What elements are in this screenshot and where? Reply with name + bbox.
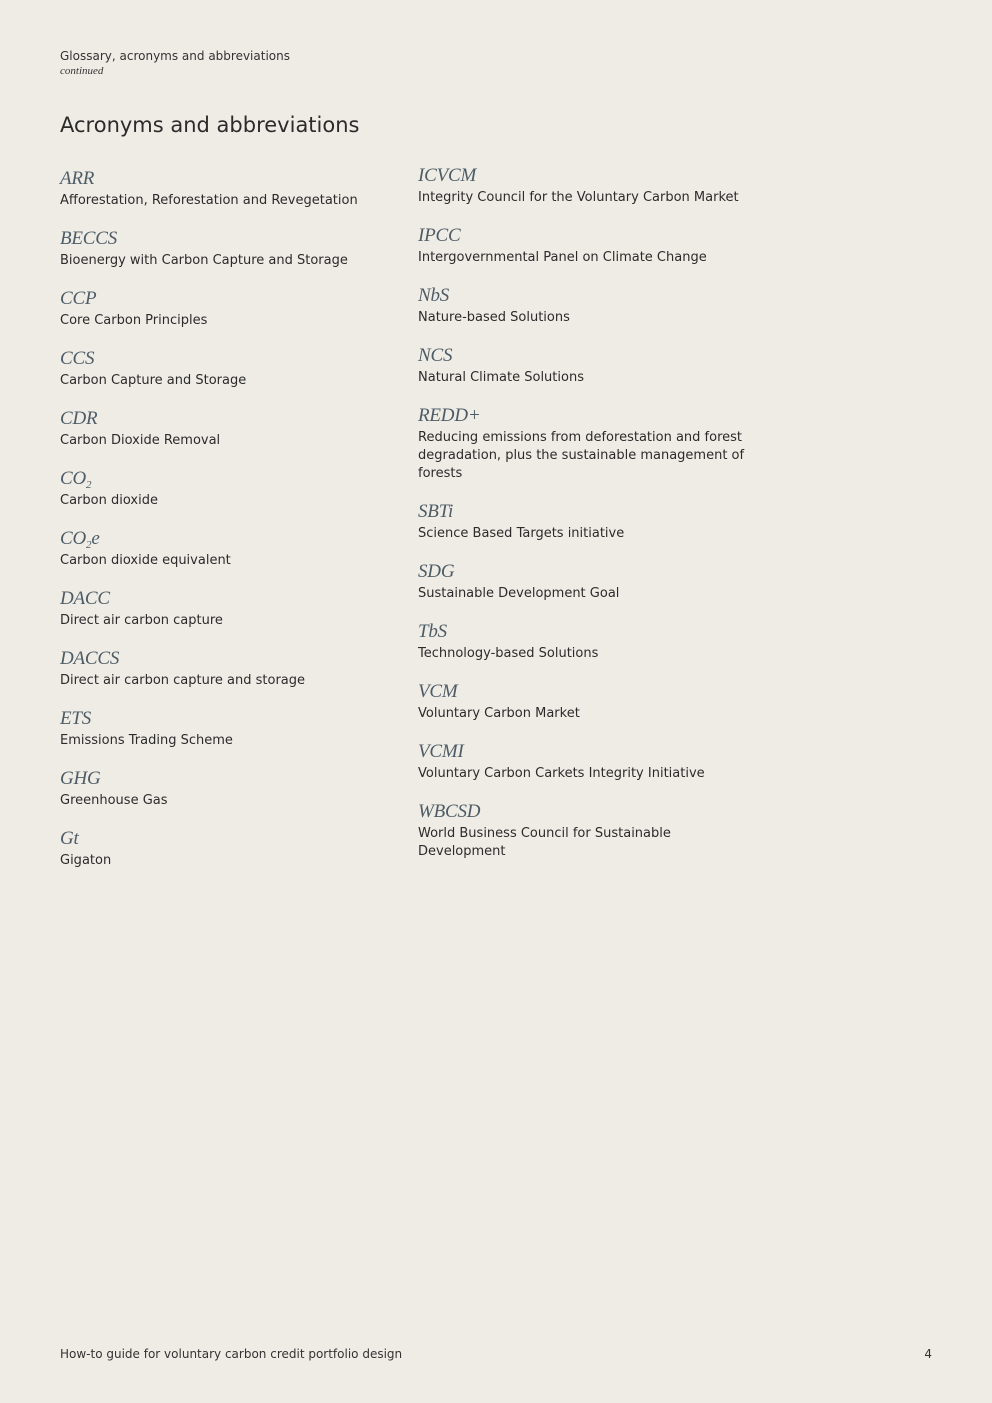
glossary-entry [418, 499, 758, 543]
glossary-entry [60, 166, 400, 210]
glossary-entry [60, 766, 400, 810]
section-title: Acronyms and abbreviations [60, 113, 360, 137]
glossary-entry [418, 739, 758, 783]
acronym-term-base: CO [60, 528, 86, 549]
glossary-left-column [60, 166, 400, 870]
acronym-definition: Voluntary Carbon Market [418, 706, 580, 721]
acronym-term: WBCSD [418, 801, 481, 822]
footer-document-title: How-to guide for voluntary carbon credit portfolio design [60, 1347, 403, 1361]
acronym-definition: Science Based Targets initiative [418, 526, 625, 541]
acronym-term: ICVCM [418, 165, 477, 186]
glossary-entry [418, 283, 758, 327]
acronym-term-base: CO [60, 468, 86, 489]
acronym-definition: Carbon Capture and Storage [60, 373, 247, 388]
acronym-term-subscript: 2 [86, 539, 92, 551]
glossary-entry [418, 559, 758, 603]
glossary-entry [418, 223, 758, 267]
acronym-term [60, 526, 400, 552]
glossary-entry [418, 343, 758, 387]
acronym-definition: Reducing emissions from deforestation and forest degradation, plus the sustainable management of forests [418, 430, 745, 481]
acronym-term: NCS [418, 345, 453, 366]
acronym-term: DACC [60, 588, 110, 609]
running-header-subtitle: continued [60, 65, 104, 77]
glossary-entry [60, 646, 400, 690]
glossary-entry [60, 826, 400, 870]
acronym-term: ARR [60, 168, 95, 189]
acronym-definition: Voluntary Carbon Carkets Integrity Initiative [418, 766, 705, 781]
glossary-right-column [418, 163, 758, 861]
acronym-term: REDD+ [418, 405, 481, 426]
acronym-definition: Integrity Council for the Voluntary Carbon Market [418, 190, 739, 205]
acronym-definition: Direct air carbon capture [60, 613, 223, 628]
glossary-entry [418, 163, 758, 207]
acronym-term: SDG [418, 561, 455, 582]
acronym-definition: Bioenergy with Carbon Capture and Storage [60, 253, 348, 268]
glossary-entry [60, 406, 400, 450]
acronym-term-suffix: e [91, 528, 100, 549]
acronym-term: BECCS [60, 228, 118, 249]
acronym-term: VCM [418, 681, 458, 702]
acronym-term: TbS [418, 621, 447, 642]
acronym-term [60, 466, 400, 492]
acronym-term: GHG [60, 768, 101, 789]
acronym-definition: Gigaton [60, 853, 112, 868]
acronym-definition: Sustainable Development Goal [418, 586, 620, 601]
glossary-entry [60, 466, 400, 510]
glossary-entry [60, 226, 400, 270]
acronym-definition: Natural Climate Solutions [418, 370, 584, 385]
acronym-definition: Core Carbon Principles [60, 313, 208, 328]
acronym-term: NbS [418, 285, 450, 306]
acronym-definition: Carbon dioxide [60, 493, 158, 508]
glossary-entry [418, 619, 758, 663]
glossary-entry [418, 679, 758, 723]
acronym-term: DACCS [60, 648, 120, 669]
glossary-entry [60, 586, 400, 630]
acronym-term: CCP [60, 288, 97, 309]
running-header [60, 48, 290, 78]
acronym-definition: Carbon dioxide equivalent [60, 553, 231, 568]
acronym-definition: World Business Council for Sustainable Development [418, 826, 671, 859]
acronym-term: CCS [60, 348, 95, 369]
acronym-definition: Intergovernmental Panel on Climate Change [418, 250, 707, 265]
acronym-definition: Nature-based Solutions [418, 310, 570, 325]
acronym-term: IPCC [418, 225, 461, 246]
glossary-entry [60, 346, 400, 390]
acronym-definition: Direct air carbon capture and storage [60, 673, 306, 688]
acronym-definition: Technology-based Solutions [418, 646, 599, 661]
page-number: 4 [924, 1347, 932, 1361]
glossary-entry [60, 706, 400, 750]
acronym-definition: Afforestation, Reforestation and Revegetation [60, 193, 358, 208]
acronym-term: SBTi [418, 501, 454, 522]
glossary-entry [418, 799, 758, 861]
acronym-term: VCMI [418, 741, 464, 762]
glossary-entry [60, 286, 400, 330]
acronym-definition: Emissions Trading Scheme [60, 733, 233, 748]
acronym-term: CDR [60, 408, 98, 429]
acronym-definition: Greenhouse Gas [60, 793, 168, 808]
acronym-definition: Carbon Dioxide Removal [60, 433, 221, 448]
acronym-term-subscript: 2 [86, 479, 92, 491]
acronym-term: Gt [60, 828, 79, 849]
running-header-title: Glossary, acronyms and abbreviations [60, 49, 290, 63]
glossary-entry [418, 403, 758, 483]
acronym-term: ETS [60, 708, 92, 729]
glossary-entry [60, 526, 400, 570]
